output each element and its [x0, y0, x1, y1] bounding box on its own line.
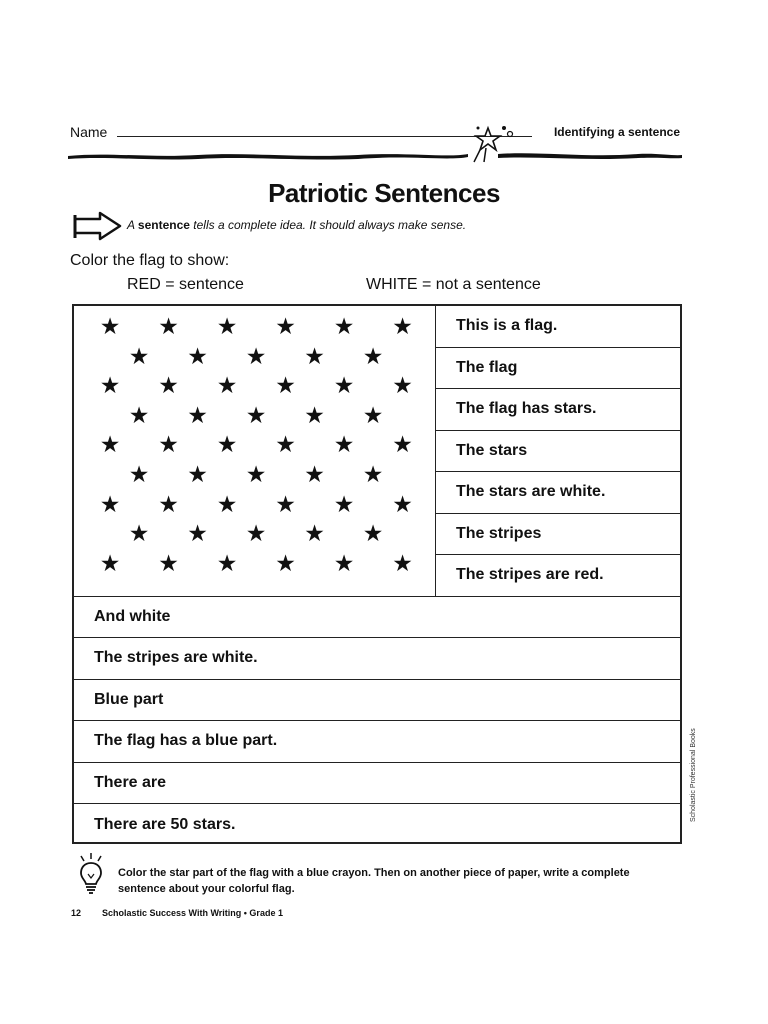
star-icon: ★ [304, 462, 325, 488]
stripe-label: The stripes [456, 524, 542, 542]
star-icon: ★ [99, 314, 121, 340]
stripe-label: The stripes are white. [94, 649, 258, 667]
stripe-label: Blue part [94, 690, 164, 708]
stripe-label: The flag [456, 358, 518, 376]
flag-canton[interactable] [74, 306, 436, 597]
star-icon: ★ [187, 343, 208, 370]
star-icon: ★ [275, 491, 296, 518]
star-icon: ★ [392, 550, 413, 577]
stripe-label: This is a flag. [456, 317, 558, 335]
star-icon: ★ [333, 550, 355, 577]
flag-stripe[interactable] [74, 721, 680, 763]
arrow-icon [72, 210, 124, 244]
key-white: WHITE = not a sentence [366, 276, 541, 293]
page-number: 12 [71, 908, 82, 918]
star-icon: ★ [245, 521, 267, 548]
star-icon: ★ [362, 402, 384, 429]
stripe-label: The stars are white. [456, 483, 606, 501]
star-icon: ★ [158, 491, 179, 518]
star-icon: ★ [304, 402, 325, 429]
key-red: RED = sentence [127, 276, 244, 293]
stripe-label: The flag has stars. [456, 400, 597, 418]
flag [72, 304, 682, 844]
star-icon: ★ [333, 491, 355, 518]
star-icon: ★ [304, 343, 325, 370]
instructions: Color the flag to show: [70, 252, 230, 269]
star-icon: ★ [362, 462, 384, 488]
star-icon: ★ [362, 343, 384, 370]
star-icon: ★ [216, 491, 238, 518]
star-icon: ★ [216, 432, 238, 459]
star-icon: ★ [333, 432, 355, 459]
star-icon: ★ [99, 550, 121, 577]
star-icon: ★ [392, 373, 413, 400]
brush-divider [68, 148, 682, 162]
star-icon: ★ [275, 314, 296, 340]
star-icon: ★ [99, 491, 121, 518]
star-icon: ★ [275, 550, 296, 577]
footer-title: Scholastic Success With Writing • Grade 1 [102, 908, 283, 918]
star-icon: ★ [128, 521, 150, 548]
lightbulb-icon [76, 852, 106, 896]
flag-stripe[interactable] [436, 514, 680, 556]
star-icon: ★ [216, 373, 238, 400]
star-icon: ★ [333, 373, 355, 400]
star-icon: ★ [128, 343, 150, 370]
publisher-credit: Scholastic Professional Books [690, 728, 697, 822]
star-icon: ★ [245, 343, 267, 370]
star-icon: ★ [128, 402, 150, 429]
star-icon: ★ [275, 373, 296, 400]
flag-stripe[interactable] [74, 680, 680, 722]
star-icon: ★ [245, 402, 267, 429]
star-icon: ★ [99, 432, 121, 459]
stripe-label: The stars [456, 441, 528, 459]
page-title: Patriotic Sentences [268, 178, 500, 208]
stripe-label: There are [94, 773, 167, 791]
star-icon: ★ [216, 314, 238, 340]
star-icon: ★ [128, 462, 150, 488]
flag-stripe[interactable] [436, 472, 680, 514]
flag-stripe[interactable] [436, 431, 680, 473]
star-icon: ★ [187, 462, 208, 488]
star-icon: ★ [158, 373, 179, 400]
name-header [70, 122, 682, 142]
flag-stripe[interactable] [436, 555, 680, 597]
sentence-definition: A sentence tells a complete idea. It should always make sense. [127, 218, 467, 232]
tip-text: Color the star part of the flag with a blue crayon. Then on another piece of paper, write a complete sentence about your colorful flag. [118, 867, 630, 895]
flag-stripe[interactable] [436, 389, 680, 431]
star-icon: ★ [99, 373, 121, 400]
star-icon: ★ [216, 550, 238, 577]
star-icon: ★ [362, 521, 384, 548]
star-icon: ★ [392, 314, 413, 340]
stripe-label: The flag has a blue part. [94, 732, 278, 750]
skill-label: Identifying a sentence [553, 125, 680, 139]
star-icon: ★ [158, 550, 179, 577]
star-icon: ★ [392, 432, 413, 459]
star-icon: ★ [304, 521, 325, 548]
flag-stripe[interactable] [436, 306, 680, 348]
star-icon: ★ [187, 402, 208, 429]
star-icon: ★ [275, 432, 296, 459]
flag-stripe[interactable] [436, 348, 680, 390]
stripe-label: And white [94, 607, 171, 625]
flag-stripe[interactable] [74, 597, 680, 639]
star-icon: ★ [333, 314, 355, 340]
star-icon: ★ [187, 521, 208, 548]
stripe-label: There are 50 stars. [94, 815, 236, 833]
flag-stripe[interactable] [74, 804, 680, 846]
flag-stripe[interactable] [74, 638, 680, 680]
name-label: Name [70, 124, 108, 140]
stripe-label: The stripes are red. [456, 566, 604, 584]
star-icon: ★ [158, 432, 179, 459]
flag-stripe[interactable] [74, 763, 680, 805]
star-icon: ★ [392, 491, 413, 518]
definition-term: sentence [137, 218, 190, 232]
star-icon: ★ [158, 314, 179, 340]
star-icon: ★ [245, 462, 267, 488]
